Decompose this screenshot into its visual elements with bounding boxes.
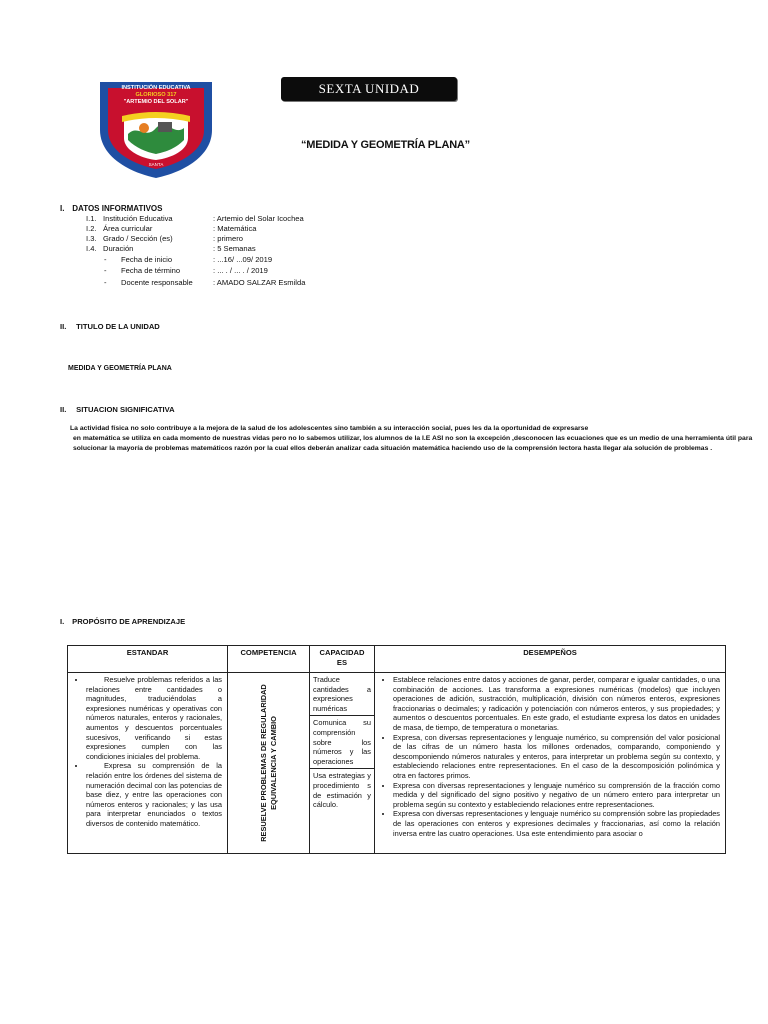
capacidad-item: Traduce cantidades a expresiones numéricas: [310, 673, 374, 716]
logo-place: SANTA: [148, 162, 164, 167]
header-desempenos: DESEMPEÑOS: [375, 646, 726, 673]
datos-code: I.2.: [86, 224, 97, 233]
desempenos-cell: [375, 673, 726, 854]
list-item: • Expresa con diversas representaciones y lenguaje numérico su comprensión de la fracción como medida y del significado del signo positivo y negativo de un número entero para interpretar un problema según su contexto y estableciendo relaciones entre representaciones.: [393, 781, 720, 810]
header-capacidades: [310, 646, 375, 673]
section-title: SITUACION SIGNIFICATIVA: [76, 405, 175, 414]
desempenos-list: [375, 673, 725, 840]
datos-value: : ...16/ ...09/ 2019: [213, 255, 273, 264]
section-datos-heading: [60, 204, 162, 213]
capacidad-item: Comunica su comprensión sobre los números y las operaciones: [310, 716, 374, 769]
section-number: II.: [60, 322, 67, 331]
logo-line-3: "ARTEMIO DEL SOLAR": [123, 99, 189, 105]
section-title: DATOS INFORMATIVOS: [72, 204, 163, 213]
datos-code: -: [104, 278, 107, 287]
capacidad-item: Usa estrategias y procedimiento s de estimación y cálculo.: [313, 771, 371, 810]
section-title: TITULO DE LA UNIDAD: [76, 322, 160, 331]
list-item: • Establece relaciones entre datos y acciones de ganar, perder, comparar e igualar cantidades, o una combinación de acciones. Las transforma a expresiones numéricas (modelos) que incluyen operaciones de adición, sustracción, multiplicación, división con números enteros, expresiones fraccionarias o decimales; y radicación y potenciación con números enteros, y sus propiedades; y aumentos o descuentos porcentuales. En este grado, el estudiante expresa los datos en unidades de masa, de tiempo, de temperatura o monetarias.: [393, 675, 720, 733]
datos-code: I.4.: [86, 244, 97, 253]
datos-label: Duración: [103, 244, 134, 253]
section-titulo-heading: [60, 322, 160, 331]
header-competencia: COMPETENCIA: [228, 646, 310, 673]
estandar-list: [68, 673, 227, 831]
datos-value: : primero: [213, 234, 243, 243]
section-number: I.: [60, 204, 65, 213]
datos-code: I.1.: [86, 214, 97, 223]
datos-label: Área curricular: [103, 224, 153, 233]
datos-label: Fecha de término: [121, 266, 181, 275]
list-item: • Expresa su comprensión de la relación entre los órdenes del sistema de numeración decimal con las potencias de base diez, y entre las operaciones con números enteros y racionales; y las usa para interpretar enunciados o textos diversos de contenido matemático.: [86, 761, 222, 828]
section-situacion-heading: [60, 405, 175, 414]
document-title: “MEDIDA Y GEOMETRÍA PLANA”: [301, 139, 470, 151]
competencia-cell: [228, 673, 310, 854]
section-title: PROPÓSITO DE APRENDIZAJE: [72, 617, 186, 626]
situacion-line: solucionar la mayoría de problemas matemáticos razón por la cual ellos deberán analizar cada situación matemática haciendo uso de la comprensión lectora hasta llegar ala solución de problemas .: [73, 445, 713, 452]
datos-list: [86, 214, 486, 294]
datos-code: -: [104, 266, 107, 275]
datos-value: : ... . / ... . / 2019: [213, 266, 268, 275]
table-header-row: [68, 646, 726, 673]
capacidades-cell: [310, 673, 375, 854]
situacion-line: La actividad física no solo contribuye a la mejora de la salud de los adolescentes sino también a su interacción social, pues les da la oportunidad de expresarse: [70, 425, 589, 432]
situacion-line: en matemática se utiliza en cada momento de nuestras vidas pero no lo sabemos utilizar, los alumnos de la I.E ASI no son la excepción ,desconocen las ecuaciones que es un medio de una herramienta útil para: [73, 435, 753, 442]
logo-text: [118, 85, 194, 106]
header-estandar: ESTANDAR: [68, 646, 228, 673]
unit-banner: SEXTA UNIDAD: [281, 77, 457, 101]
proposito-table: [67, 645, 726, 854]
list-item: • Expresa con diversas representaciones y lenguaje numérico su comprensión sobre las propiedades de las operaciones con enteros y expresiones decimales y fraccionarias, así como la relación inversa entre las cuatro operaciones. Usa este entendimiento para asociar o: [393, 809, 720, 838]
datos-code: I.3.: [86, 234, 97, 243]
list-item: • Expresa, con diversas representaciones y lenguaje numérico, su comprensión del valor posicional de las cifras de un número hasta los millones ordenados, comparando, componiendo y descomponiendo números naturales y enteros, para interpretar un problema según su contexto, y estableciendo relaciones entre representaciones. En el caso de la descomposición polinómica y otra en factores primos.: [393, 733, 720, 781]
datos-value: : Matemática: [213, 224, 257, 233]
estandar-cell: [68, 673, 228, 854]
table-row: [68, 673, 726, 854]
datos-value: : 5 Semanas: [213, 244, 256, 253]
competencia-text: RESUELVE PROBLEMAS DE REGULARIDAD EQUIVALENCIA Y CAMBIO: [258, 684, 278, 842]
logo-line-2: GLORIOSO 317: [135, 92, 177, 98]
datos-value: : AMADO SALZAR Esmilda: [213, 278, 306, 287]
unit-name: MEDIDA Y GEOMETRÍA PLANA: [68, 365, 172, 372]
datos-code: -: [104, 255, 107, 264]
datos-label: Fecha de inicio: [121, 255, 173, 264]
school-logo: [96, 78, 216, 180]
list-item: • Resuelve problemas referidos a las relaciones entre cantidades o magnitudes, traduciéndolas a expresiones numéricas y operativas con números naturales, enteros y racionales, aumentos y descuentos porcentuales sucesivos, verificando si estas expresiones cumplen con las condiciones iniciales del problema.: [86, 675, 222, 761]
datos-label: Grado / Sección (es): [103, 234, 173, 243]
header-capacidades-text: CAPACIDADES: [319, 648, 365, 667]
logo-line-1: INSTITUCIÓN EDUCATIVA: [121, 85, 191, 91]
section-number: II.: [60, 405, 67, 414]
section-proposito-heading: [60, 617, 185, 626]
datos-value: : Artemio del Solar Icochea: [213, 214, 304, 223]
datos-label: Institución Educativa: [103, 214, 173, 223]
section-number: I.: [60, 617, 65, 626]
datos-label: Docente responsable: [121, 278, 193, 287]
